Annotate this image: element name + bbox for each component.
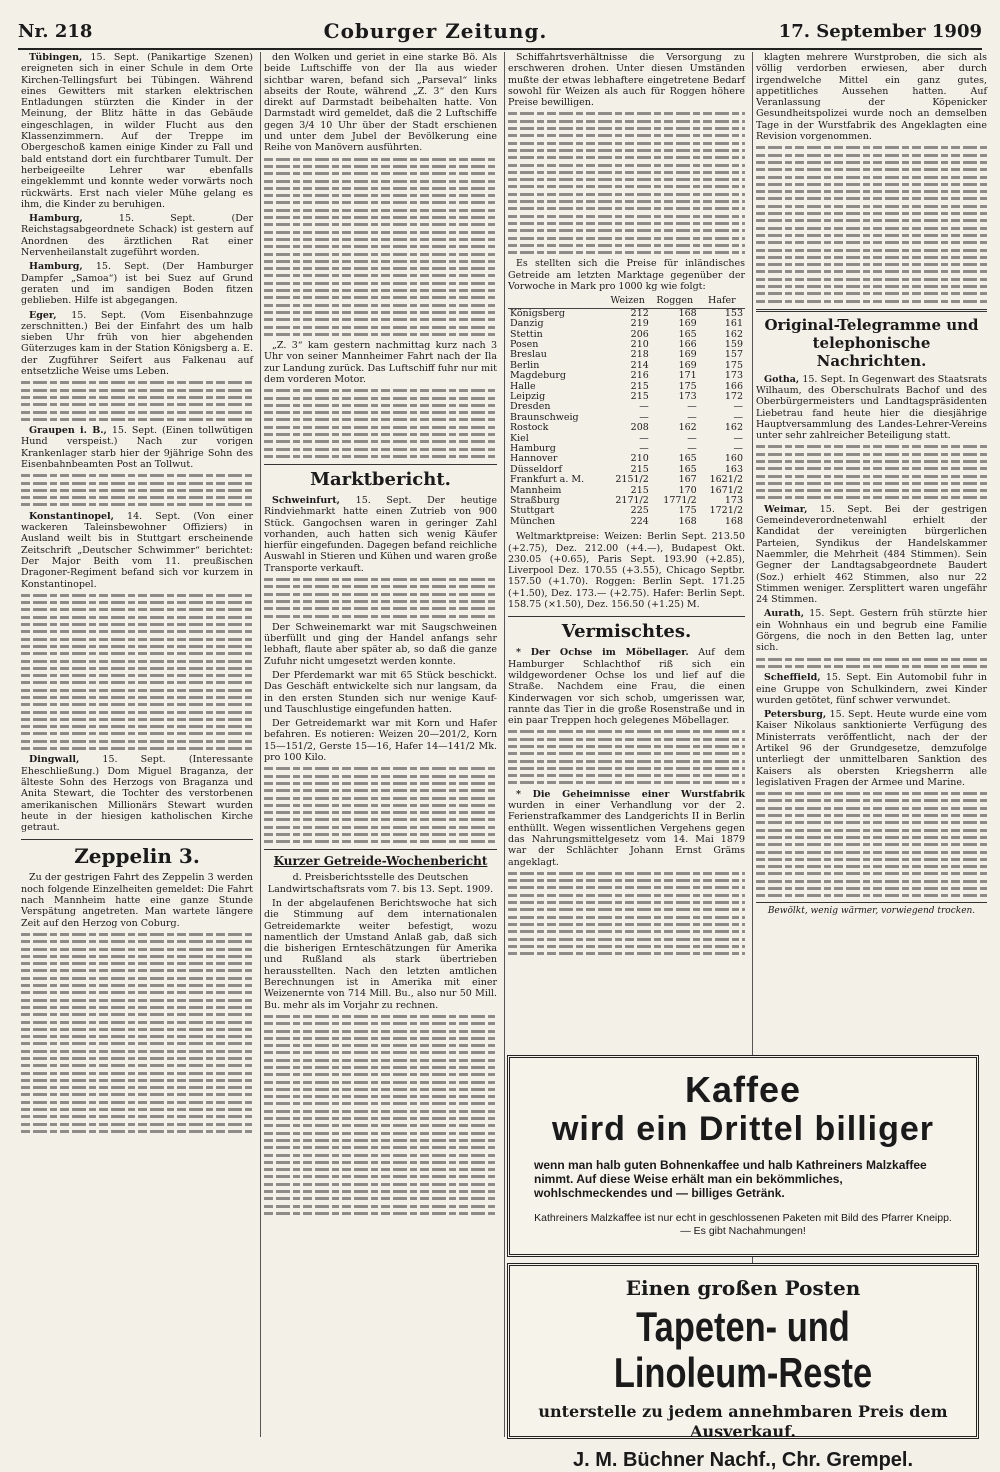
ad-body: unterstelle zu jedem annehmbaren Preis dem Ausverkauf.	[538, 1402, 948, 1441]
price-cell: 215	[630, 390, 649, 402]
article-text: 15. Sept. (Einen tollwütigen Hund verspeist.) Nach zur vorigen Krankenlager starb hier der 9jährige Sohn des Eisenbahnbeamten Post an Tollwut.	[21, 425, 253, 470]
price-cell: 175	[724, 359, 743, 371]
telegram-scheffield	[756, 672, 987, 706]
issue-date: 17. September 1909	[778, 20, 982, 42]
table-row	[508, 350, 745, 360]
price-cell: 1771/2	[663, 495, 697, 507]
table-header	[508, 295, 605, 308]
price-cell: 169	[678, 318, 697, 330]
section-heading-getreide-wochenbericht: Kurzer Getreide-Wochenbericht	[264, 849, 497, 868]
price-cell: 219	[630, 318, 649, 330]
price-cell: 2171/2	[615, 495, 649, 507]
article-graupen	[21, 425, 253, 470]
article-text: wurden in einer Verhandlung vor der 2. Ferienstrafkammer des Landgerichts II in Berlin enthüllt. Wegen wissentlichen Vergehens gegen das Nahrungsmittelgesetz vom 14. Mai 1879 war der Schlächter Johann Ernst Gräms angeklagt.	[508, 800, 745, 868]
price-cell: —	[733, 411, 743, 423]
column-2	[260, 52, 500, 1437]
ad-merchant: J. M. Büchner Nachf., Chr. Grempel.	[572, 1449, 914, 1471]
price-cell: 173	[724, 370, 743, 382]
dateline: Scheffield,	[764, 672, 821, 684]
city-cell: Königsberg	[510, 307, 566, 319]
section-heading-telegramme: Original-Telegramme und telephonische Nachrichten.	[756, 309, 987, 370]
ad-fineprint: Kathreiners Malzkaffee ist nur echt in geschlossenen Paketen mit Bild des Pfarrer Kneipp. — Es gibt Nachahmungen!	[534, 1212, 952, 1237]
newspaper-title: Coburger Zeitung.	[323, 19, 548, 43]
dateline: Dingwall,	[29, 754, 80, 766]
article-text: 15. Sept. Bei der gestrigen Gemeindeverordnetenwahl erhielt der Kandidat der vereinigten bürgerlichen Parteien, Syndikus der Handelskammer Naemmler, die Mehrheit (484 Stimmen). Sein Gegner der Landtagsabgeordnete Baudert (Soz.) erhielt 462 Stimmen, also nur 22 Stimmen weniger. Zersplittert waren ungefähr 24 Stimmen.	[756, 503, 987, 606]
city-cell: Mannheim	[510, 484, 562, 496]
text-lines	[756, 146, 987, 302]
dateline: Aurath,	[764, 608, 805, 620]
price-cell: 159	[724, 338, 743, 350]
article-text: 15. Sept. (Der Hamburger Dampfer „Samoa“) ist bei Suez auf Grund geraten und im sandigen Boden fitzen geblieben. Hilfe ist abgegangen.	[21, 261, 253, 307]
city-cell: Leipzig	[510, 390, 546, 402]
price-cell: 206	[630, 328, 649, 340]
city-cell: Berlin	[510, 359, 540, 371]
price-cell: 173	[678, 390, 697, 402]
price-cell: 171	[678, 370, 697, 382]
article-text: 15. Sept. Der heutige Rindviehmarkt hatte einen Zutrieb von 900 Stück. Gangochsen waren in geringer Zahl vorhanden, auch hatten sich wenig Käufer hierfür eingefunden. Dagegen befand reichliche Auswahl in Stieren und Kühen und waren große Transporte verkauft.	[264, 494, 497, 574]
article-wochenbericht: In der abgelaufenen Berichtswoche hat sich die Stimmung auf dem internationalen Getreidemarkte weiter befestigt, wozu namentlich der Umstand Anlaß gab, daß sich die bisherigen Ernteschätzungen für Amerika und Rußland als stark übertrieben herausstellten. Nach den letzten amtlichen Berechnungen ist in Amerika mit einer Weizenernte von 714 Mill. Bu., also nur 50 Mill. Bu. mehr als im Vorjahr zu rechnen.	[264, 897, 497, 1011]
price-cell: 225	[630, 505, 649, 517]
text-lines	[264, 158, 497, 336]
price-cell: 1621/2	[709, 474, 743, 486]
price-cell: 162	[724, 422, 743, 434]
city-cell: Braunschweig	[510, 411, 579, 423]
city-cell: Straßburg	[510, 495, 560, 507]
price-cell: 215	[630, 463, 649, 475]
article-wurstfabrik	[508, 789, 745, 868]
masthead	[18, 14, 982, 50]
dateline: Konstantinopel,	[29, 510, 114, 522]
price-cell: 160	[724, 453, 743, 465]
article-hamburg-1	[21, 213, 253, 258]
city-cell: Hamburg	[510, 443, 556, 454]
ad-kicker: Einen großen Posten	[625, 1276, 861, 1300]
table-row	[508, 371, 745, 381]
price-cell: —	[733, 401, 743, 413]
text-lines	[264, 578, 497, 617]
price-cell: 210	[630, 453, 649, 465]
article-schweinfurt	[264, 495, 497, 574]
price-cell: 170	[678, 484, 697, 496]
column-1	[18, 52, 256, 1437]
article-hamburg-2	[21, 261, 253, 306]
city-cell: Frankfurt a. M.	[510, 474, 585, 486]
price-cell: —	[733, 432, 743, 444]
article-text: 14. Sept. (Von einer wackeren Taleinsbewohner Offiziers) in Ausland weilt bis in Stuttgart erscheinende Zeitschrift „Deutscher Schwimmer“ berichtet: Der Major Beith vom 11. preußischen Dragoner-Regiment befand sich vor kurzem in Konstantinopel.	[21, 510, 253, 590]
city-cell: Danzig	[510, 318, 544, 330]
table-header-row	[508, 295, 745, 308]
city-cell: Stettin	[510, 328, 543, 340]
city-cell: Dresden	[510, 401, 551, 413]
text-lines	[21, 474, 253, 506]
price-cell: —	[639, 443, 649, 454]
price-cell: 161	[724, 318, 743, 330]
price-cell: —	[733, 443, 743, 454]
price-cell: —	[639, 432, 649, 444]
city-cell: Hannover	[510, 453, 558, 465]
city-cell: Posen	[510, 338, 539, 350]
ad-headline: Kaffee	[684, 1069, 802, 1110]
article-ochse	[508, 647, 745, 726]
table-row	[508, 423, 745, 433]
section-heading-vermischtes: Vermischtes.	[508, 616, 745, 643]
article-zeppelin-cont: den Wolken und geriet in eine starke Bö. Als beide Luftschiffe von der Ila aus wieder sichtbar waren, befand sich „Parseval“ links abseits der Route, während „Z. 3“ den Kurs direkt auf Darmstadt beibehalten hatte. Von Darmstadt wird gemeldet, daß die 2 Luftschiffe gegen 3/4 10 Uhr über der Stadt erschienen und unter dem Jubel der Bevölkerung eine Reihe von Manövern ausführten.	[264, 52, 497, 154]
article-pferdemarkt: Der Pferdemarkt war mit 65 Stück beschickt. Das Geschäft entwickelte sich nur langsam, da in den ersten Stunden sich nur wenige Kauf- und Tauschlustige eingefunden hatten.	[264, 670, 497, 715]
section-heading-marktbericht: Marktbericht.	[264, 464, 497, 491]
text-lines	[508, 112, 745, 254]
weather-forecast: Bewölkt, wenig wärmer, vorwiegend trocken.	[756, 902, 987, 917]
price-cell: 165	[678, 463, 697, 475]
price-cell: —	[687, 401, 697, 413]
city-cell: Düsseldorf	[510, 463, 563, 475]
text-lines	[264, 767, 497, 843]
price-cell: 1671/2	[709, 484, 743, 496]
wochenbericht-subtitle: d. Preisberichtsstelle des Deutschen Landwirtschaftsrats vom 7. bis 13. Sept. 1909.	[267, 872, 494, 895]
article-getreide-cont: Schiffahrtsverhältnisse die Versorgung zu erschweren drohen. Unter diesen Umständen mußte der etwas lebhaftere eingetretene Bedarf sowohl für Weizen als auch für Roggen höhere Preise bewilligen.	[508, 52, 745, 109]
price-cell: 165	[678, 453, 697, 465]
dateline: Tübingen,	[29, 52, 83, 63]
text-lines	[21, 594, 253, 750]
price-cell: 169	[678, 349, 697, 361]
city-cell: Magdeburg	[510, 370, 566, 382]
ad-body: wenn man halb guten Bohnenkaffee und halb Kathreiners Malzkaffee nimmt. Auf diese Weise erhält man ein bekömmliches, wohlschmeckendes und — billiges Getränk.	[534, 1158, 927, 1200]
text-lines	[508, 730, 745, 784]
price-cell: 2151/2	[615, 474, 649, 486]
article-z3-landing: „Z. 3“ kam gestern nachmittag kurz nach 3 Uhr von seiner Mannheimer Fahrt nach der Ila zur Landung zurück. Das Luftschiff fuhr nur mit dem vorderen Motor.	[264, 340, 497, 385]
article-text: 15. Sept. (Panikartige Szenen) ereigneten sich in einer Schule in dem Orte Kirchen-Tellingsfurt bei Tübingen. Während eines Gewitters mit starken elektrischen Entladungen stürzten die Kinder in der Meinung, der Blitz hätte in das Gebäude eingeschlagen, in wilder Flucht aus den Klassenzimmern. Auf der Treppe im Obergeschoß kamen einige Kinder zu Fall und bald entstand dort ein furchtbarer Tumult. Der herbeigeeilte Lehrer war ebenfalls eingeklemmt und konnte weder vorwärts noch rückwärts. Erst nach vieler Mühe gelang es ihm, die Kinder zu beruhigen.	[21, 52, 253, 210]
price-cell: 212	[630, 307, 649, 319]
article-text: 15. Sept. (Der Reichstagsabgeordnete Schack) ist gestern auf Anordnen des ärztlichen Rat einer Nervenheilanstalt zugeführt worden.	[21, 213, 253, 259]
price-cell: 218	[630, 349, 649, 361]
city-cell: Kiel	[510, 432, 529, 444]
ad-headline-2: wird ein Drittel billiger	[551, 1110, 935, 1148]
article-text: 15. Sept. Gestern früh stürzte hier ein Wohnhaus ein und begrub eine Familie Görgens, die noch in den Betten lag, unter sich.	[756, 608, 987, 654]
price-cell: 162	[724, 328, 743, 340]
table-header: Weizen	[605, 295, 651, 308]
price-cell: —	[687, 432, 697, 444]
price-cell: 215	[630, 484, 649, 496]
price-cell: 175	[678, 505, 697, 517]
price-cell: 175	[678, 380, 697, 392]
article-dingwall	[21, 754, 253, 833]
text-lines	[21, 933, 253, 1133]
city-cell: München	[510, 515, 556, 527]
city-cell: Breslau	[510, 349, 547, 361]
price-cell: 215	[630, 380, 649, 392]
article-wurstfabrik-cont: klagten mehrere Wurstproben, die sich als völlig verdorben erwiesen, aber durch irgendwelche Mittel ein ganz gutes, appetitliches Aussehen hatten. Auf Veranlassung der Köpenicker Gesundheitspolizei wurde noch an demselben Tage in der Wurstfabrik des Angeklagten eine Revision vorgenommen.	[756, 52, 987, 143]
article-konstantinopel	[21, 511, 253, 590]
issue-number: Nr. 218	[18, 20, 93, 42]
price-cell: 168	[724, 515, 743, 527]
article-text: 15. Sept. Ein Automobil fuhr in eine Gruppe von Schulkindern, zwei Kinder wurden getötet, fünf schwer verwundet.	[756, 672, 987, 706]
dateline: Gotha,	[764, 373, 800, 385]
article-heading: * Die Geheimnisse einer Wurstfabrik	[516, 788, 745, 800]
city-cell: Stuttgart	[510, 505, 555, 517]
article-text: Auf dem Hamburger Schlachthof riß sich ein wildgewordener Ochse los und lief auf die Straße. Nachdem eine Frau, die einen Kinderwagen vor sich schob, umgerissen war, rannte das Tier in die große Rosenstraße und in ein paar Treppen hoch gelegenes Möbellager.	[508, 647, 745, 727]
price-cell: 168	[678, 515, 697, 527]
price-cell: 208	[630, 422, 649, 434]
table-body	[508, 308, 745, 527]
price-cell: —	[639, 401, 649, 413]
telegram-weimar	[756, 504, 987, 606]
price-cell: 216	[630, 370, 649, 382]
text-lines	[756, 792, 987, 897]
price-cell: 157	[724, 349, 743, 361]
price-cell: 153	[724, 307, 743, 319]
article-zeppelin: Zu der gestrigen Fahrt des Zeppelin 3 werden noch folgende Einzelheiten gemeldet: Die Fahrt nach Mannheim hatte eine ganze Stunde Verspätung angetreten. Man wartete längere Zeit auf den Herzog von Coburg.	[21, 872, 253, 929]
dateline: Hamburg,	[29, 213, 83, 225]
section-heading-zeppelin: Zeppelin 3.	[21, 839, 253, 868]
table-row	[508, 517, 745, 527]
price-cell: 169	[678, 359, 697, 371]
dateline: Schweinfurt,	[272, 494, 340, 506]
article-tuebingen	[21, 52, 253, 210]
table-header: Hafer	[699, 295, 745, 308]
article-text: 15. Sept. (Interessante Eheschließung.) Dom Miguel Braganza, der älteste Sohn des Herzogs von Braganza und Anita Stewart, die Tochter des verstorbenen amerikanischen Millionärs Stewart wurden heute in der hiesigen katholischen Kirche getraut.	[21, 754, 253, 834]
dateline: Graupen i. B.,	[29, 425, 107, 437]
city-cell: Rostock	[510, 422, 549, 434]
price-cell: 224	[630, 515, 649, 527]
kathreiner-coffee-ad	[507, 1055, 979, 1257]
price-cell: 168	[678, 307, 697, 319]
price-cell: 173	[724, 495, 743, 507]
text-lines	[756, 445, 987, 499]
dateline: Hamburg,	[29, 261, 83, 273]
price-cell: —	[687, 411, 697, 423]
ad-headline: Tapeten- und Linoleum-Reste	[613, 1303, 873, 1396]
telegram-aurath	[756, 608, 987, 653]
price-cell: 163	[724, 463, 743, 475]
price-cell: 166	[724, 380, 743, 392]
text-lines	[264, 1015, 497, 1215]
price-cell: 165	[678, 328, 697, 340]
article-text: 15. Sept. (Vom Eisenbahnzuge zerschnitten.) Bei der Einfahrt des um halb sieben Uhr früh von hier abgehenden Güterzuges kam in der Station Königsberg a. E. der Zugführer Seifert aus Falkenau auf entsetzliche Weise ums Leben.	[21, 309, 253, 378]
text-lines	[264, 389, 497, 458]
price-cell: 210	[630, 338, 649, 350]
price-cell: 172	[724, 390, 743, 402]
price-cell: —	[687, 443, 697, 454]
dateline: Eger,	[29, 309, 57, 321]
price-cell: 214	[630, 359, 649, 371]
text-lines	[756, 658, 987, 668]
price-cell: 166	[678, 338, 697, 350]
text-lines	[21, 381, 253, 420]
price-cell: —	[639, 411, 649, 423]
table-row	[508, 330, 745, 340]
weltmarktpreise: Weltmarktpreise: Weizen: Berlin Sept. 213.50 (+2.75), Dez. 212.00 (+4.—), Budapest Okt. 230.05 (+0.65), Paris Sept. 193.90 (+2.85), Liverpool Dez. 170.55 (+3.55), Chicago Septbr. 157.50 (+1.70). Roggen: Berlin Sept. 171.25 (+1.50), Dez. 173.— (+2.75). Hafer: Berlin Sept. 158.75 (×1.50), Dez. 156.50 (+1.25) M.	[508, 531, 745, 611]
text-lines	[508, 872, 745, 955]
price-cell: 162	[678, 422, 697, 434]
article-getreidemarkt: Der Getreidemarkt war mit Korn und Hafer befahren. Es notieren: Weizen 20—201/2, Korn 15—151/2, Gerste 15—16, Hafer 14—141/2 Mk. pro 100 Kilo.	[264, 718, 497, 764]
article-schweinemarkt: Der Schweinemarkt war mit Saugschweinen überfüllt und ging der Handel anfangs sehr lebhaft, flaute aber später ab, so daß die ganze Zufuhr nicht umgesetzt werden konnte.	[264, 621, 497, 667]
table-header: Roggen	[651, 295, 699, 308]
telegram-gotha	[756, 374, 987, 442]
article-heading: * Der Ochse im Möbellager.	[516, 647, 689, 659]
tapeten-linoleum-ad	[507, 1263, 979, 1471]
price-cell: 1721/2	[709, 505, 743, 517]
article-eger	[21, 310, 253, 378]
dateline: Weimar,	[764, 503, 808, 515]
price-table-intro: Es stellten sich die Preise für inländisches Getreide am letzten Marktage gegenüber der Vorwoche in Mark pro 1000 kg wie folgt:	[508, 258, 745, 293]
table-row	[508, 319, 745, 329]
telegram-petersburg	[756, 709, 987, 788]
article-text: 15. Sept. Heute wurde eine vom Kaiser Nikolaus sanktionierte Verfügung des Ministerrats veröffentlicht, nach der der Artikel 96 der Grundgesetze, demzufolge unterliegt der unmittelbaren Sanktion des Kaisers als obersten Kriegsherrn alle legislativen Fragen der Armee und Marine.	[756, 709, 987, 788]
price-cell: 167	[678, 474, 697, 486]
dateline: Petersburg,	[764, 709, 827, 721]
table-row	[508, 308, 745, 319]
grain-price-table	[508, 295, 745, 527]
city-cell: Halle	[510, 380, 536, 392]
article-text: 15. Sept. In Gegenwart des Staatsrats Wilhaum, des Oberschulrats Bachof und des Oberbürgermeisters und Landtagspräsidenten Liebetrau fand heute hier die diesjährige Hauptversammlung des Landes-Lehrer-Vereins unter sehr zahlreicher Beteiligung statt.	[756, 373, 987, 442]
